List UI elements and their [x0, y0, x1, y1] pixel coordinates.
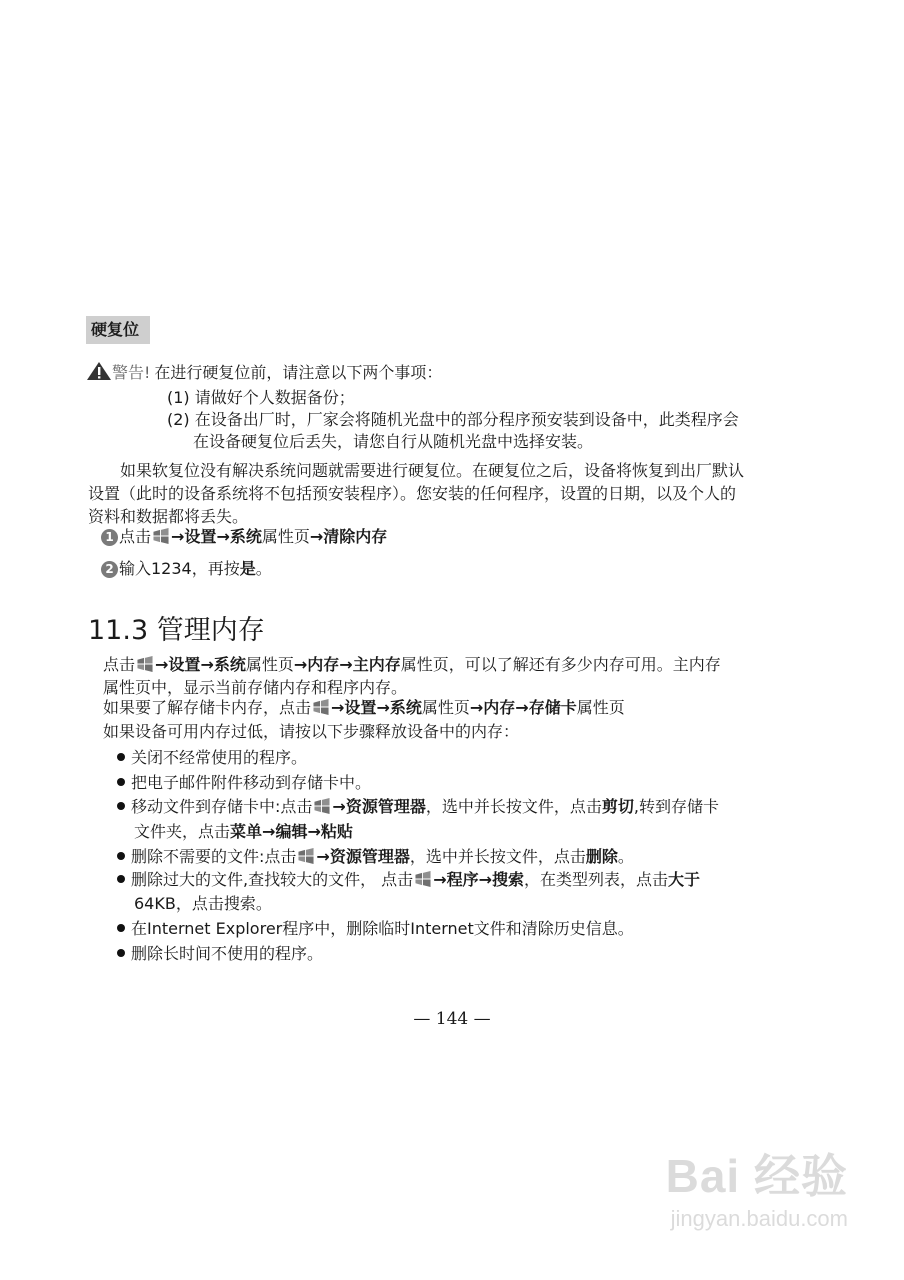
- bullet-2-text: 把电子邮件附件移动到存储卡中。: [131, 773, 372, 792]
- memory-line-3: [103, 696, 625, 719]
- note-1: (1) 请做好个人数据备份；: [167, 388, 355, 407]
- bullet-1-text: 关闭不经常使用的程序。: [131, 748, 308, 767]
- step-1-number: 1: [101, 529, 118, 546]
- bullet-3-paste: 粘贴: [320, 822, 353, 841]
- memory-line-3-system: 系统: [389, 698, 422, 717]
- bullet-dot: [117, 852, 125, 860]
- windows-start-icon: [136, 656, 154, 672]
- bullet-4-delete: 删除: [585, 847, 618, 866]
- windows-start-icon: [297, 848, 315, 864]
- step-1-system: 系统: [229, 527, 262, 546]
- bullet-3-cut: 剪切: [601, 797, 634, 816]
- bullet-4-mid: ，选中并长按文件，点击: [409, 847, 586, 866]
- bullet-4: [117, 844, 634, 867]
- arrow-icon: →: [515, 698, 529, 717]
- memory-line-1-settings: 设置: [168, 655, 201, 674]
- arrow-icon: →: [331, 698, 345, 717]
- memory-line-3-card: 存储卡: [528, 698, 577, 717]
- step-1-clear: 清除内存: [323, 527, 388, 546]
- arrow-icon: →: [200, 655, 214, 674]
- bullet-4-end: 。: [617, 847, 634, 866]
- arrow-icon: →: [478, 870, 493, 889]
- note-2-line-1: (2) 在设备出厂时，厂家会将随机光盘中的部分程序预安装到设备中，此类程序会: [167, 410, 739, 429]
- bullet-5: [117, 867, 700, 890]
- step-2: [101, 556, 272, 579]
- windows-start-icon: [312, 699, 330, 715]
- bullet-5-line-2: 64KB，点击搜索。: [134, 894, 272, 913]
- page-number: — 144 —: [413, 1009, 491, 1029]
- bullet-dot: [117, 949, 125, 957]
- bullet-3-mid: ，选中并长按文件，点击: [425, 797, 602, 816]
- bullet-6: [117, 916, 634, 939]
- arrow-icon: →: [339, 655, 353, 674]
- warning-label: 警告!: [112, 363, 151, 382]
- arrow-icon: →: [433, 870, 447, 889]
- arrow-icon: →: [309, 527, 324, 546]
- memory-line-1: [103, 653, 721, 676]
- arrow-icon: →: [376, 698, 390, 717]
- step-2-yes: 是: [239, 559, 256, 578]
- windows-start-icon: [313, 798, 331, 814]
- memory-line-1-attr1: 属性页: [245, 655, 294, 674]
- memory-line-3-attr2: 属性页: [576, 698, 625, 717]
- hard-reset-paragraph-line-3: 资料和数据都将丢失。: [88, 507, 249, 526]
- memory-line-2: 属性页中，显示当前存储内存和程序内存。: [103, 678, 408, 697]
- bullet-dot: [117, 753, 125, 761]
- bullet-3-pre: 移动文件到存储卡中:点击: [131, 797, 313, 816]
- bullet-3-line-2-text: 文件夹，点击: [134, 822, 231, 841]
- arrow-icon: →: [216, 527, 230, 546]
- memory-line-1-memory: 内存: [307, 655, 340, 674]
- bullet-3-post: ,转到存储卡: [633, 797, 719, 816]
- bullet-3-edit: 编辑: [275, 822, 308, 841]
- bullet-dot: [117, 875, 125, 883]
- step-2-text: 输入1234，再按: [119, 559, 240, 578]
- watermark-url: jingyan.baidu.com: [670, 1206, 848, 1231]
- step-1: [101, 524, 387, 547]
- arrow-icon: →: [262, 822, 276, 841]
- arrow-icon: →: [171, 527, 185, 546]
- arrow-icon: →: [293, 655, 308, 674]
- memory-line-3-pre: 如果要了解存储卡内存，点击: [103, 698, 312, 717]
- watermark-brand: Bai 经验: [665, 1150, 848, 1202]
- bullet-5-search: 搜索: [492, 870, 525, 889]
- bullet-dot: [117, 778, 125, 786]
- section-heading: 11.3 管理内存: [88, 615, 265, 646]
- bullet-7: [117, 941, 323, 964]
- bullet-5-mid: ，在类型列表，点击: [524, 870, 669, 889]
- warning-row: [86, 360, 442, 383]
- warning-icon: [86, 361, 112, 381]
- bullet-4-pre: 删除不需要的文件:点击: [131, 847, 297, 866]
- bullet-3: [117, 794, 719, 817]
- section-tag-hard-reset: 硬复位: [86, 316, 150, 344]
- hard-reset-paragraph-line-2: 设置（此时的设备系统将不包括预安装程序）。您安装的任何程序，设置的日期，以及个人的: [88, 484, 737, 503]
- arrow-icon: →: [316, 847, 330, 866]
- bullet-5-program: 程序: [446, 870, 479, 889]
- memory-line-3-settings: 设置: [344, 698, 377, 717]
- windows-start-icon: [152, 528, 170, 544]
- step-1-attr: 属性页: [261, 527, 310, 546]
- bullet-3-menu: 菜单: [230, 822, 263, 841]
- bullet-5-big: 大于: [668, 870, 701, 889]
- windows-start-icon: [414, 871, 432, 887]
- bullet-3-line-2: [134, 819, 353, 842]
- bullet-4-explorer: 资源管理器: [329, 847, 410, 866]
- bullet-dot: [117, 802, 125, 810]
- bullet-3-explorer: 资源管理器: [345, 797, 426, 816]
- step-1-settings: 设置: [184, 527, 217, 546]
- memory-line-3-memory: 内存: [483, 698, 516, 717]
- bullet-dot: [117, 924, 125, 932]
- arrow-icon: →: [307, 822, 321, 841]
- bullet-5-pre: 删除过大的文件,查找较大的文件， 点击: [131, 870, 414, 889]
- memory-line-1-system: 系统: [213, 655, 246, 674]
- watermark: [666, 1140, 848, 1232]
- arrow-icon: →: [469, 698, 484, 717]
- memory-line-1-pre: 点击: [103, 655, 136, 674]
- memory-line-1-main: 主内存: [352, 655, 401, 674]
- bullet-6-text: 在Internet Explorer程序中，删除临时Internet文件和清除历史信息。: [131, 919, 634, 938]
- bullet-7-text: 删除长时间不使用的程序。: [131, 944, 324, 963]
- arrow-icon: →: [332, 797, 346, 816]
- hard-reset-paragraph-line-1: 如果软复位没有解决系统问题就需要进行硬复位。在硬复位之后，设备将恢复到出厂默认: [120, 461, 745, 480]
- step-2-end: 。: [255, 559, 272, 578]
- memory-line-1-attr2: 属性页，可以了解还有多少内存可用。主内存: [400, 655, 721, 674]
- memory-line-4: 如果设备可用内存过低，请按以下步骤释放设备中的内存：: [103, 722, 520, 741]
- step-2-number: 2: [101, 561, 118, 578]
- arrow-icon: →: [155, 655, 169, 674]
- step-1-text: 点击: [119, 527, 152, 546]
- warning-text: 在进行硬复位前，请注意以下两个事项：: [154, 363, 443, 382]
- bullet-2: [117, 770, 371, 793]
- memory-line-3-attr1: 属性页: [421, 698, 470, 717]
- note-2-line-2: 在设备硬复位后丢失，请您自行从随机光盘中选择安装。: [193, 432, 594, 451]
- bullet-1: [117, 745, 307, 768]
